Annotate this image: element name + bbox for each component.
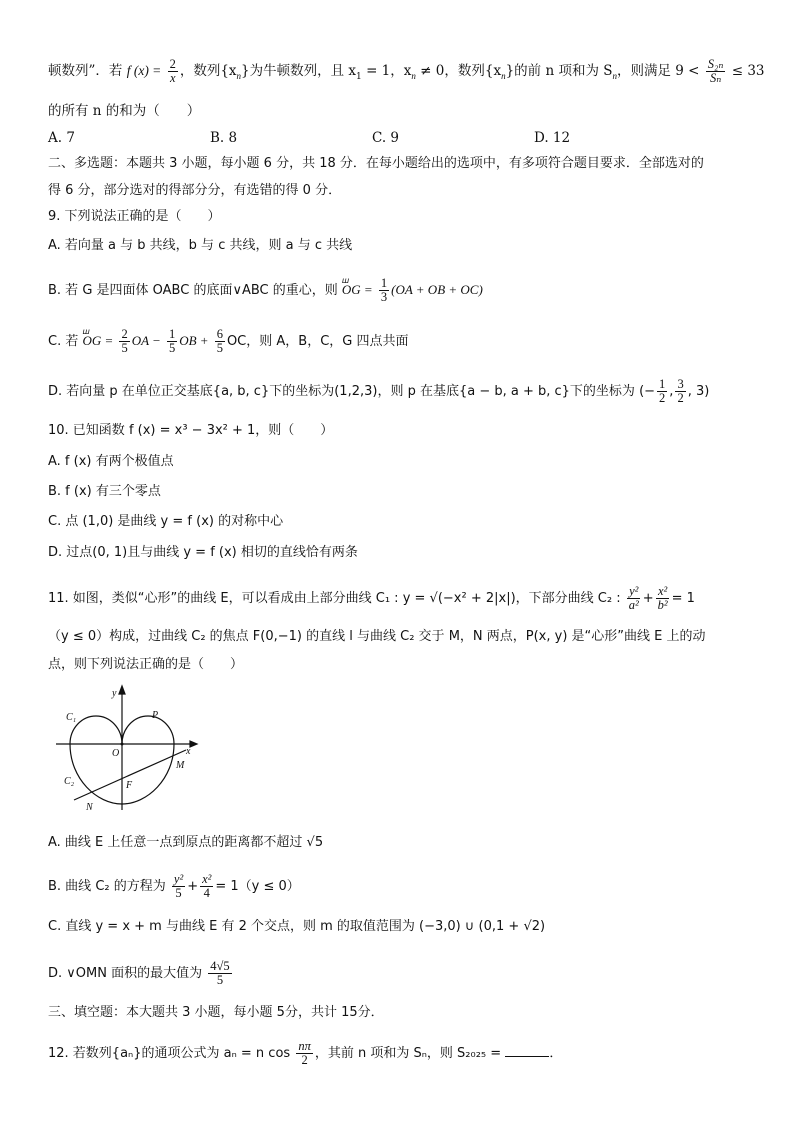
heart-curve-figure — [52, 684, 202, 812]
q10-stem: 10. 已知函数 f (x) = x³ − 3x² + 1，则（ ） — [48, 423, 334, 438]
label-n: N — [86, 802, 93, 812]
q8-fraction: $\frac{2}{x}$ — [169, 57, 176, 86]
label-o: O — [112, 748, 120, 759]
q9-option-a[interactable]: A. 若向量 a 与 b 共线，b 与 c 共线，则 a 与 c 共线 — [48, 238, 353, 253]
q9-stem: 9. 下列说法正确的是（ ） — [48, 209, 221, 224]
line-l — [74, 750, 186, 800]
q11-line3: 点，则下列说法正确的是（ ） — [48, 657, 244, 672]
q8-text: 顿数列”．若 — [48, 63, 123, 80]
q10-option-c[interactable]: C. 点 (1,0) 是曲线 y = f (x) 的对称中心 — [48, 514, 284, 529]
q8-line1: 顿数列”．若 f (x) = $\frac{2}{x}$ ，数列$\{x_n\}$为牛顿数列，且 $x_1 = 1$，$x_n \ne 0$，数列$\{x_n\}$的前 n 项和为 $S_n$，则满足 9 < $\frac{\text{S₂ₙ}}{\text{Sₙ}}$ ≤ 33 — [48, 57, 765, 86]
q11-option-a[interactable]: A. 曲线 E 上任意一点到原点的距离都不超过 √5 — [48, 835, 324, 850]
q8-bound: ≤ 33 — [731, 63, 765, 80]
label-y: y — [112, 688, 117, 699]
q10-option-b[interactable]: B. f (x) 有三个零点 — [48, 484, 161, 499]
q10-option-d[interactable]: D. 过点(0, 1)且与曲线 y = f (x) 相切的直线恰有两条 — [48, 545, 358, 560]
section3-header: 三、填空题：本大题共 3 小题，每小题 5分，共计 15分． — [48, 1005, 384, 1020]
q8-choice-c[interactable]: C. 9 — [372, 130, 400, 146]
q11-line2: （y ≤ 0）构成，过曲线 C₂ 的焦点 F(0,−1) 的直线 l 与曲线 C₂ 交于 M，N 两点，P(x, y) 是“心形”曲线 E 上的动 — [48, 629, 706, 644]
q9-option-b[interactable]: B. 若 G 是四面体 OABC 的底面∨ABC 的重心，则 ш OG = $\frac{1}{3}$ (OA + OB + OC) — [48, 277, 483, 304]
label-p: P — [152, 710, 159, 721]
q8-choice-b[interactable]: B. 8 — [210, 130, 238, 146]
q9-option-c[interactable]: C. 若 ш OG = $\frac{2}{5}$ OA − $\frac{1}{5}$ OB + $\frac{6}{5}$ OC，则 A，B，C，G 四点共面 — [48, 328, 409, 355]
q9-option-d[interactable]: D. 若向量 p 在单位正交基底{a, b, c}下的坐标为(1,2,3)，则 p 在基底{a − b, a + b, c}下的坐标为 (− $\frac{1}{2}$ , $\frac{3}{2}$ , 3) — [48, 377, 710, 406]
section2-header-line2: 得 6 分，部分选对的得部分分，有选错的得 0 分． — [48, 183, 342, 198]
q12-stem: 12. 若数列{aₙ}的通项公式为 aₙ = n cos $\frac{n\pi}{2}$ ，其前 n 项和为 Sₙ，则 S₂₀₂₅ = ． — [48, 1039, 563, 1068]
q8-func: f (x) = — [126, 63, 162, 79]
q11-option-c[interactable]: C. 直线 y = x + m 与曲线 E 有 2 个交点，则 m 的取值范围为 (−3,0) ∪ (0,1 + √2) — [48, 919, 546, 934]
q8-choice-d[interactable]: D. 12 — [534, 130, 571, 146]
q12-answer-blank[interactable] — [505, 1044, 549, 1057]
q8-choices — [48, 128, 696, 148]
q8-line2: 的所有 n 的和为（ ） — [48, 103, 201, 119]
q8-ratio: $\frac{\text{S₂ₙ}}{\text{Sₙ}}$ — [707, 57, 724, 86]
x-axis-arrow — [190, 741, 197, 747]
label-f: F — [126, 780, 133, 791]
q11-option-d[interactable]: D. ∨OMN 面积的最大值为 $\frac{4√5}{5}$ — [48, 959, 230, 988]
label-c1: C₁ — [66, 712, 77, 723]
q11-line1: 11. 如图，类似“心形”的曲线 E，可以看成由上部分曲线 C₁ : y = √(−x² + 2|x|)，下部分曲线 C₂ : $\frac{\text{y²}}{\text{a²}}$ + $\frac{\text{x²}}{\text{b²}}$ = 1 — [48, 584, 695, 613]
label-m: M — [176, 760, 185, 771]
q8-choice-a[interactable]: A. 7 — [48, 130, 75, 146]
q10-option-a[interactable]: A. f (x) 有两个极值点 — [48, 454, 174, 469]
label-x: x — [186, 746, 191, 757]
y-axis-arrow — [119, 686, 125, 694]
section2-header-line1: 二、多选题：本题共 3 小题，每小题 6 分，共 18 分．在每小题给出的选项中，有多项符合题目要求．全部选对的 — [48, 156, 704, 171]
q11-option-b[interactable]: B. 曲线 C₂ 的方程为 $\frac{\text{y²}}{5}$ + $\frac{\text{x²}}{4}$ = 1（y ≤ 0） — [48, 872, 300, 901]
label-c2: C₂ — [64, 776, 75, 787]
